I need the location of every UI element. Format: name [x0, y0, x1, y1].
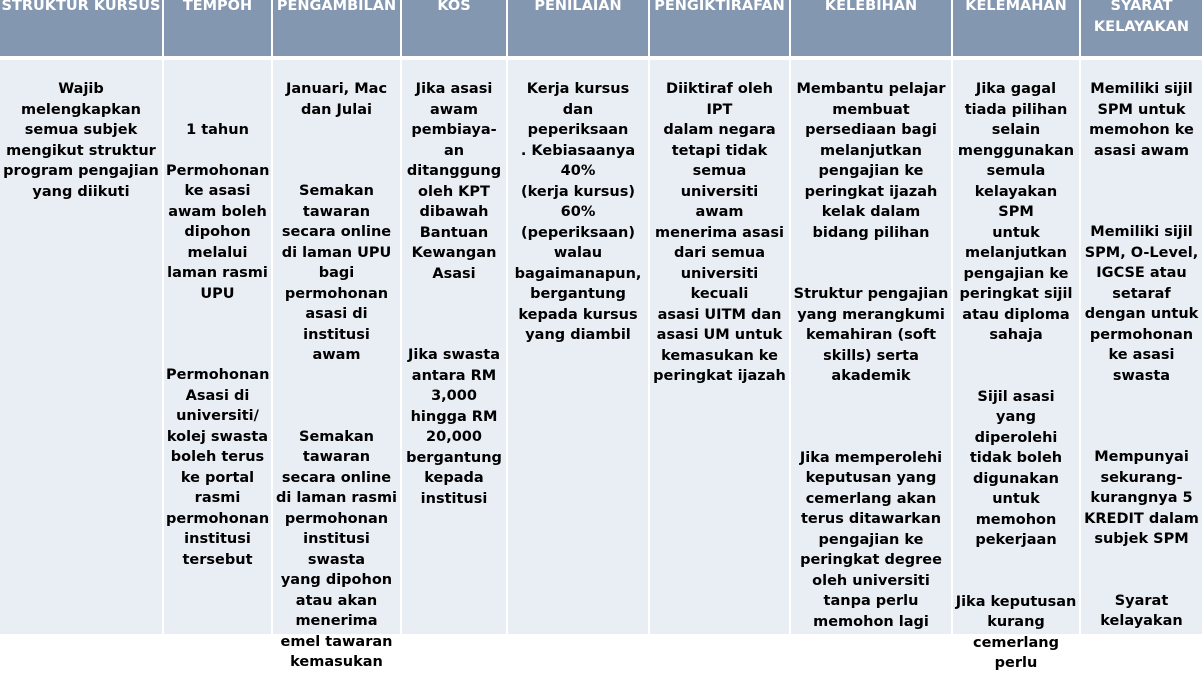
cell-text: Jika memperolehi keputusan yang cemerlang akan terus ditawarkan pengajian ke peringkat degree oleh universiti tanpa perlu memohon lagi: [799, 449, 943, 630]
cell-text: Permohonan ke asasi awam boleh dipohon melalui laman rasmi UPU: [166, 162, 270, 302]
cell-syarat-kelayakan: [1081, 60, 1202, 634]
cell-text: Kerja kursus dan peperiksaan . Kebiasaanya 40% (kerja kursus) 60% (peperiksaan) walau bagaimanapun, bergantung kepada kursus yang diambil: [514, 81, 642, 343]
cell-text: Semakan tawaran secara online di laman UPU bagi permohonan asasi di institusi awam: [281, 183, 392, 363]
header-kos: KOS: [402, 0, 506, 56]
cell-text: Memiliki sijil SPM, O-Level, IGCSE atau setaraf dengan untuk permohonan ke asasi swasta: [1084, 224, 1199, 384]
header-pengambilan: PENGAMBILAN: [273, 0, 400, 56]
cell-text: 1 tahun: [186, 122, 249, 138]
cell-kelebihan: [791, 60, 951, 634]
cell-text: Permohonan Asasi di universiti/ kolej swasta boleh terus ke portal rasmi permohonan institusi tersebut: [166, 367, 270, 568]
cell-text: Jika gagal tiada pilihan selain menggunakan semula kelayakan SPM untuk melanjutkan pengajian ke peringkat sijil atau diploma sahaja: [957, 81, 1075, 343]
cell-text: Diiktiraf oleh IPT dalam negara tetapi tidak semua universiti awam menerima asasi dari semua universiti kecuali asasi UITM dan asasi UM untuk kemasukan ke peringkat ijazah: [653, 81, 786, 384]
cell-penilaian: [508, 60, 648, 634]
cell-text: Wajib melengkapkan semua subjek mengikut struktur program pengajian yang diikuti: [3, 81, 159, 200]
cell-text: Membantu pelajar membuat persediaan bagi melanjutkan pengajian ke peringkat ijazah kelak dalam bidang pilihan: [796, 81, 946, 241]
cell-text: Januari, Mac dan Julai: [285, 81, 388, 118]
cell-struktur-kursus: [0, 60, 162, 634]
cell-kelemahan: [953, 60, 1079, 671]
cell-kos: [402, 60, 506, 634]
cell-text: Mempunyai sekurang- kurangnya 5 KREDIT dalam subjek SPM: [1084, 449, 1199, 547]
header-syarat-kelayakan: SYARAT KELAYAKAN: [1081, 0, 1202, 56]
cell-text: Sijil asasi yang diperolehi tidak boleh digunakan untuk memohon pekerjaan: [969, 388, 1063, 548]
cell-text: Struktur pengajian yang merangkumi kemahiran (soft skills) serta akademik: [793, 286, 949, 384]
cell-text: Jika keputusan kurang cemerlang perlu: [955, 593, 1077, 671]
header-penilaian: PENILAIAN: [508, 0, 648, 56]
cell-text: Jika asasi awam pembiaya- an ditanggung oleh KPT dibawah Bantuan Kewangan Asasi: [406, 81, 502, 282]
cell-pengambilan: [273, 60, 400, 670]
cell-text: Semakan tawaran secara online di laman rasmi permohonan institusi swasta yang dipohon atau akan menerima emel tawaran kemasukan: [275, 428, 398, 670]
header-kelemahan: KELEMAHAN: [953, 0, 1079, 56]
header-tempoh: TEMPOH: [164, 0, 271, 56]
cell-text: Jika swasta antara RM 3,000 hingga RM 20,000 bergantung kepada institusi: [406, 347, 502, 507]
cell-pengiktirafan: [650, 60, 789, 634]
header-pengiktirafan: PENGIKTIRAFAN: [650, 0, 789, 56]
cell-text: Syarat kelayakan: [1100, 592, 1183, 629]
cell-tempoh: [164, 60, 271, 634]
cell-text: Memiliki sijil SPM untuk memohon ke asasi awam: [1089, 81, 1194, 159]
header-kelebihan: KELEBIHAN: [791, 0, 951, 56]
header-struktur-kursus: STRUKTUR KURSUS: [0, 0, 162, 56]
